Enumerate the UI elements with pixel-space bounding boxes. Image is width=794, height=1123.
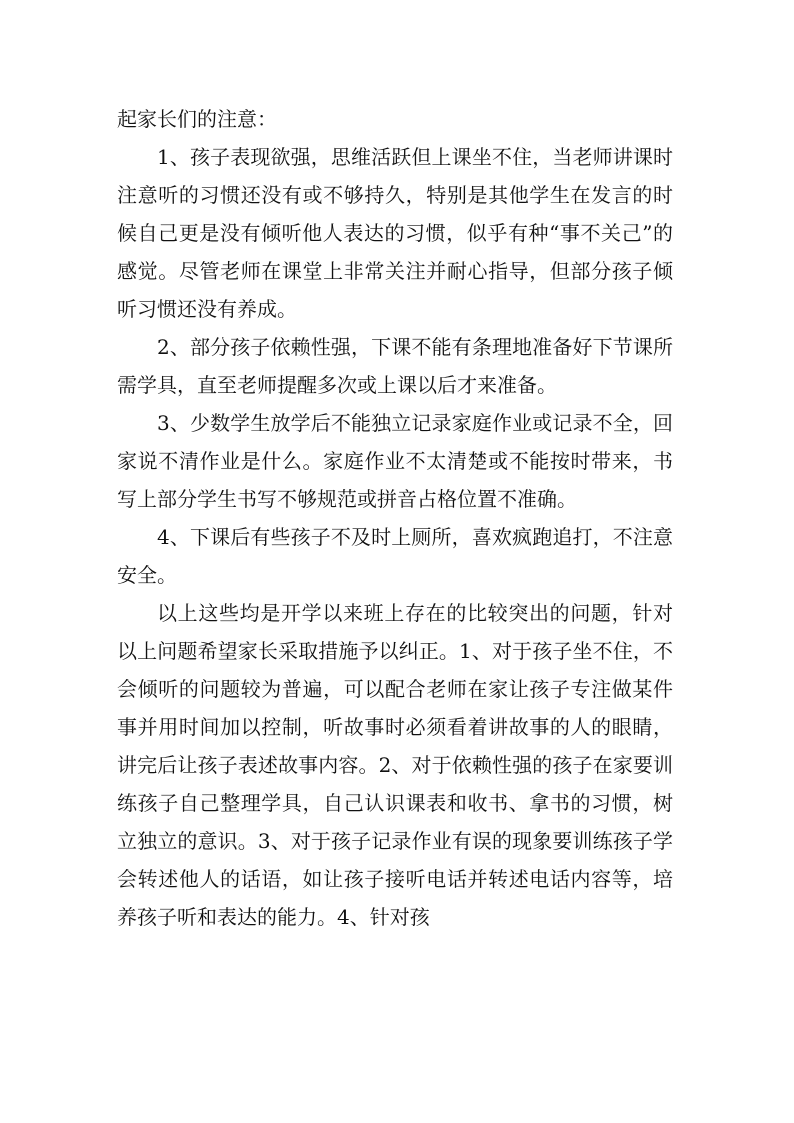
paragraph-summary: 以上这些均是开学以来班上存在的比较突出的问题，针对以上问题希望家长采取措施予以纠正。1、对于孩子坐不住，不会倾听的问题较为普遍，可以配合老师在家让孩子专注做某件事并用时间加以控制，听故事时必须看着讲故事的人的眼睛，讲完后让孩子表述故事内容。2、对于依赖性强的孩子在家要训练孩子自己整理学具，自己认识课表和收书、拿书的习惯，树立独立的意识。3、对于孩子记录作业有误的现象要训练孩子学会转述他人的话语，如让孩子接听电话并转述电话内容等，培养孩子听和表达的能力。4、针对孩: [117, 601, 673, 929]
document-body: [117, 100, 673, 936]
paragraph-item-2: 2、部分孩子依赖性强，下课不能有条理地准备好下节课所需学具，直至老师提醒多次或上课以后才来准备。: [117, 335, 673, 397]
paragraph-continuation: 起家长们的注意：: [117, 107, 277, 131]
paragraph-item-3: 3、少数学生放学后不能独立记录家庭作业或记录不全，回家说不清作业是什么。家庭作业不太清楚或不能按时带来，书写上部分学生书写不够规范或拼音占格位置不准确。: [117, 411, 673, 511]
paragraph-item-1: 1、孩子表现欲强，思维活跃但上课坐不住，当老师讲课时注意听的习惯还没有或不够持久，特别是其他学生在发言的时候自己更是没有倾听他人表达的习惯，似乎有种“事不关己”的感觉。尽管老师在课堂上非常关注并耐心指导，但部分孩子倾听习惯还没有养成。: [117, 145, 673, 321]
paragraph-item-4: 4、下课后有些孩子不及时上厕所，喜欢疯跑追打，不注意安全。: [117, 525, 673, 587]
